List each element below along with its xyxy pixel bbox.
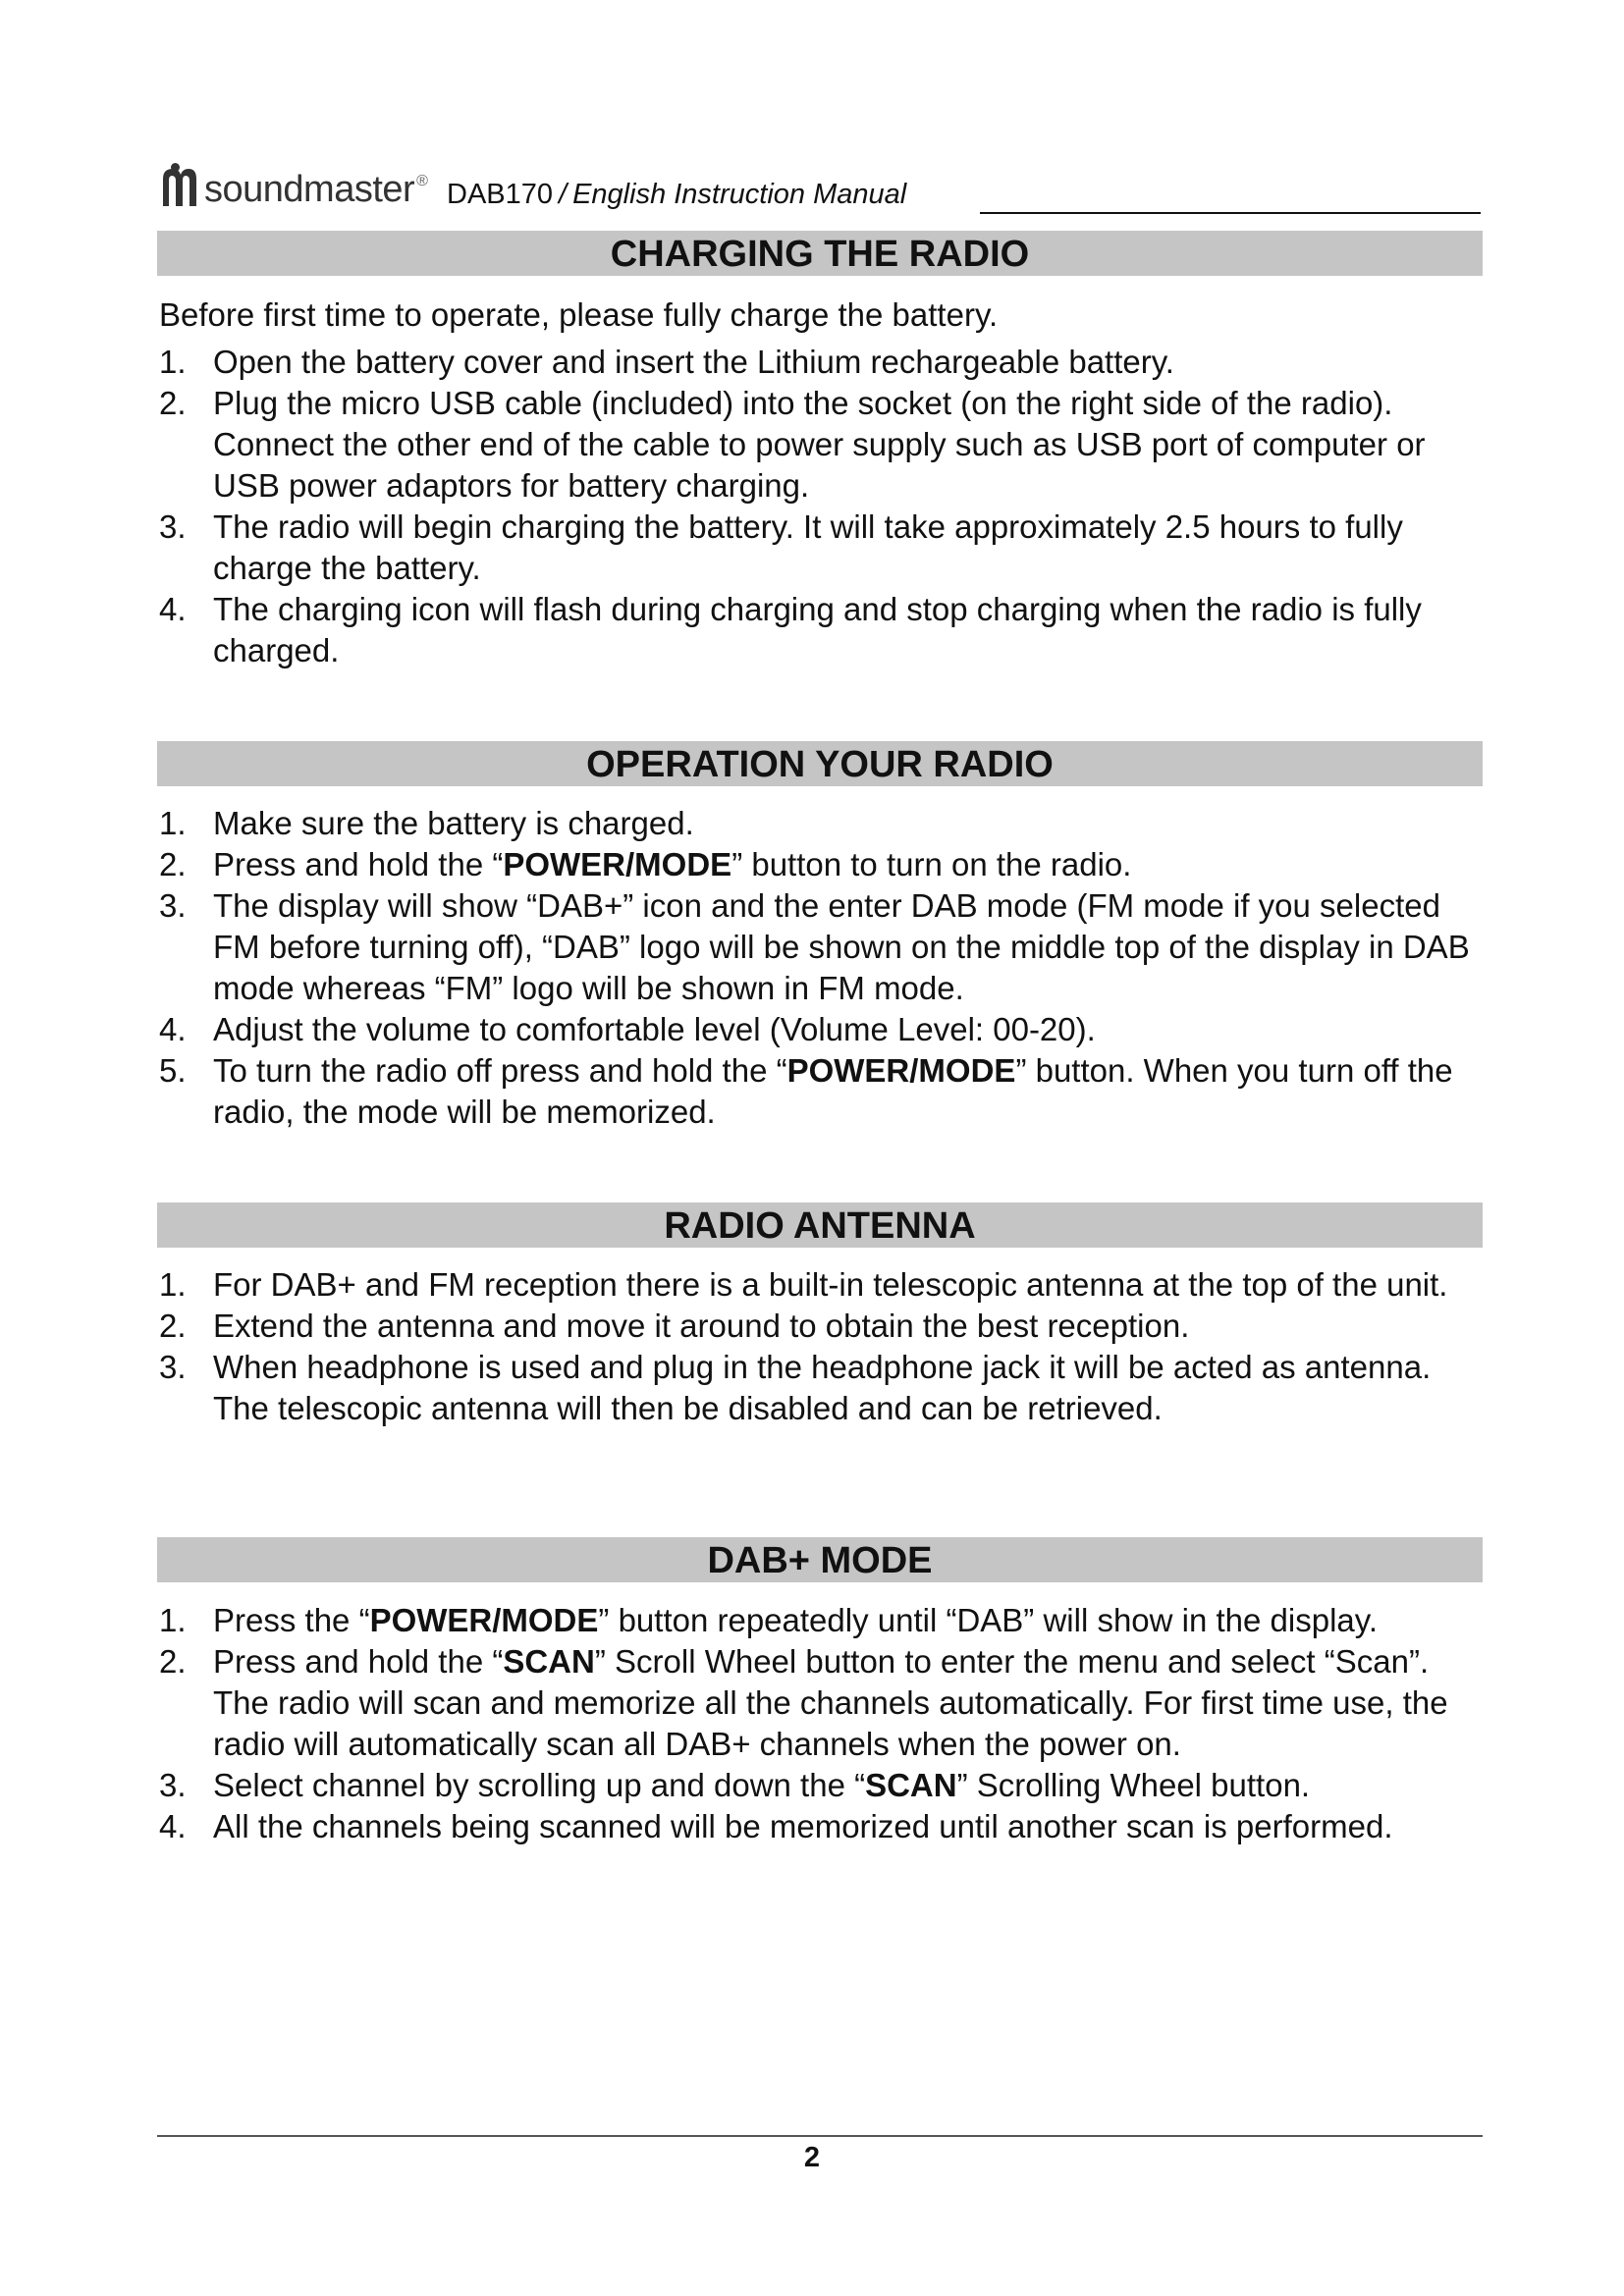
manual-title: English Instruction Manual <box>572 179 907 210</box>
list-item: 4. Adjust the volume to comfortable level (Volume Level: 00-20). <box>159 1011 1096 1047</box>
footer-rule <box>157 2135 1483 2137</box>
list-item: 5. To turn the radio off press and hold the “POWER/MODE” button. When you turn off the radio, the mode will be memorized. <box>159 1052 1453 1130</box>
list-item: 4. The charging icon will flash during charging and stop charging when the radio is fully charged. <box>159 591 1422 668</box>
list-item: 2. Press and hold the “SCAN” Scroll Wheel button to enter the menu and select “Scan”. The radio will scan and memorize all the channels automatically. For first time use, the radio will automatically scan all DAB+ channels when the power on. <box>159 1643 1448 1762</box>
list-item: 1. Press the “POWER/MODE” button repeatedly until “DAB” will show in the display. <box>159 1602 1379 1638</box>
soundmaster-logo-icon <box>157 163 200 208</box>
list-item: 3. When headphone is used and plug in the headphone jack it will be acted as antenna. The telescopic antenna will then be disabled and can be retrieved. <box>159 1349 1432 1426</box>
model-number: DAB170 <box>447 179 554 210</box>
section-heading-charging: CHARGING THE RADIO <box>157 231 1483 276</box>
title-separator: / <box>559 179 568 210</box>
document-title <box>447 179 906 211</box>
charging-intro: Before first time to operate, please fully charge the battery. <box>159 296 999 333</box>
list-item: 3. Select channel by scrolling up and down the “SCAN” Scrolling Wheel button. <box>159 1767 1311 1803</box>
brand-logo <box>157 163 428 208</box>
section-heading-dab-mode: DAB+ MODE <box>157 1537 1483 1582</box>
page-number: 2 <box>803 2142 821 2173</box>
list-item: 1. Open the battery cover and insert the Lithium rechargeable battery. <box>159 344 1174 380</box>
list-item: 2. Press and hold the “POWER/MODE” button to turn on the radio. <box>159 846 1132 882</box>
section-heading-operation: OPERATION YOUR RADIO <box>157 741 1483 786</box>
dab-mode-list <box>157 1600 1489 1847</box>
list-item: 2. Plug the micro USB cable (included) into the socket (on the right side of the radio). Connect the other end of the cable to power supply such as USB port of computer or USB power adaptors for battery charging. <box>159 385 1426 504</box>
section-heading-antenna: RADIO ANTENNA <box>157 1202 1483 1248</box>
header-rule <box>980 212 1481 214</box>
list-item: 1. Make sure the battery is charged. <box>159 805 694 841</box>
registered-mark: ® <box>416 173 428 189</box>
antenna-list <box>157 1264 1489 1429</box>
page-header <box>157 157 1483 216</box>
operation-list <box>157 803 1489 1133</box>
list-item: 2. Extend the antenna and move it around to obtain the best reception. <box>159 1308 1190 1344</box>
list-item: 3. The display will show “DAB+” icon and the enter DAB mode (FM mode if you selected FM before turning off), “DAB” logo will be shown on the middle top of the display in DAB mode whereas “FM” logo will be shown in FM mode. <box>159 887 1470 1006</box>
list-item: 4. All the channels being scanned will be memorized until another scan is performed. <box>159 1808 1393 1844</box>
list-item: 3. The radio will begin charging the battery. It will take approximately 2.5 hours to fully charge the battery. <box>159 508 1403 586</box>
brand-name: soundmaster <box>204 169 415 210</box>
list-item: 1. For DAB+ and FM reception there is a built-in telescopic antenna at the top of the unit. <box>159 1266 1448 1303</box>
charging-list <box>157 342 1489 671</box>
